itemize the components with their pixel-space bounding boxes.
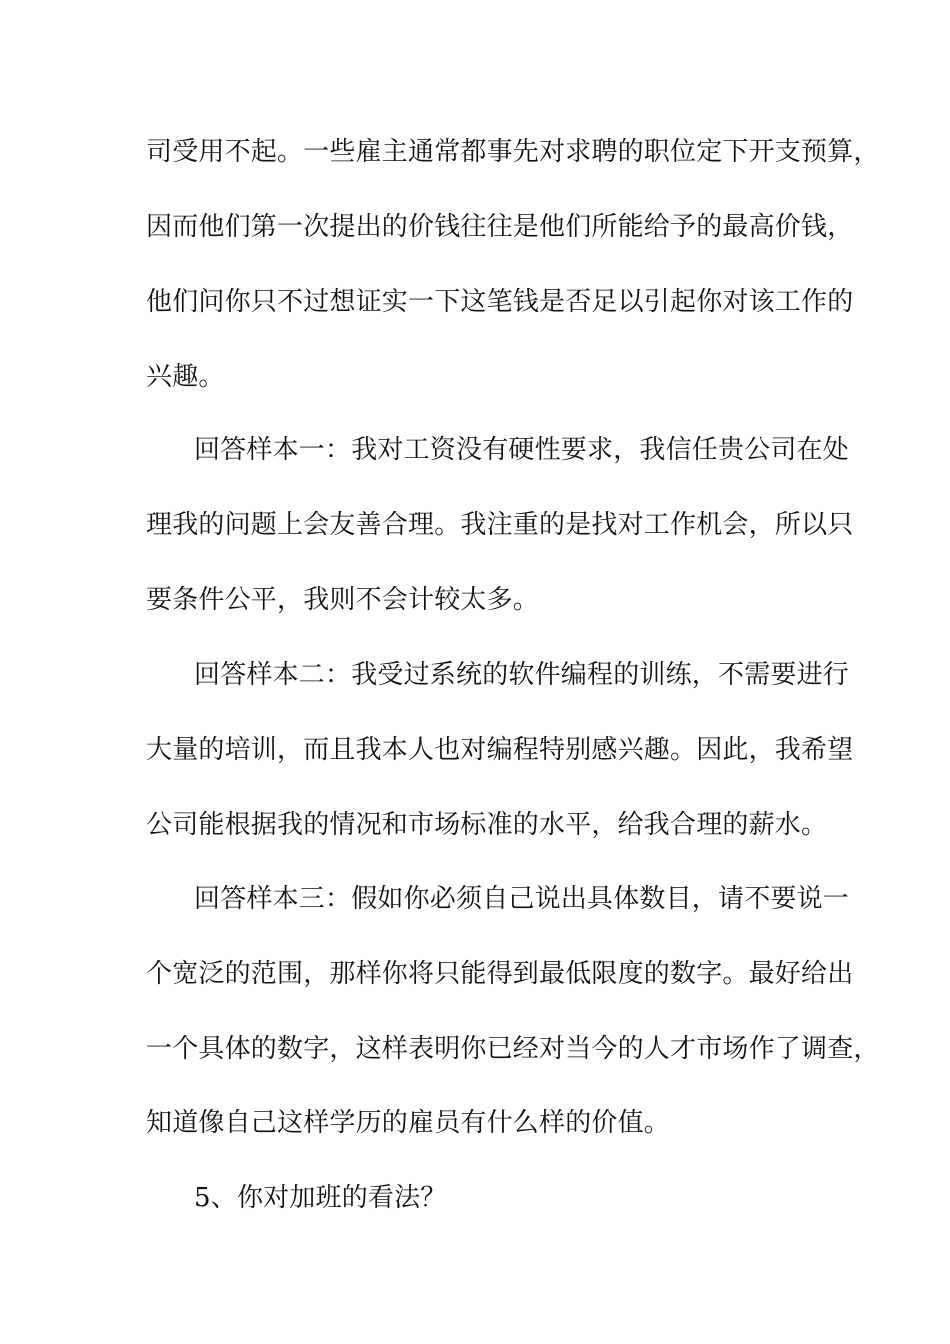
paragraph-line: 回答样本二：我受过系统的软件编程的训练，不需要进行 xyxy=(194,660,850,690)
paragraph-line: 要条件公平，我则不会计较太多。 xyxy=(146,585,540,615)
paragraph-line: 兴趣。 xyxy=(146,362,225,392)
section-heading: 5、你对加班的看法？ xyxy=(194,1183,447,1213)
paragraph-line: 个宽泛的范围，那样你将只能得到最低限度的数字。最好给出 xyxy=(146,959,854,989)
paragraph-line: 理我的问题上会友善合理。我注重的是找对工作机会，所以只 xyxy=(146,510,854,540)
paragraph-line: 一个具体的数字，这样表明你已经对当今的人才市场作了调查， xyxy=(146,1034,880,1064)
paragraph-line: 回答样本三：假如你必须自己说出具体数目，请不要说一 xyxy=(194,884,850,914)
paragraph-line: 公司能根据我的情况和市场标准的水平，给我合理的薪水。 xyxy=(146,810,828,840)
paragraph-line: 司受用不起。一些雇主通常都事先对求聘的职位定下开支预算， xyxy=(146,137,880,167)
paragraph-line: 他们问你只不过想证实一下这笔钱是否足以引起你对该工作的 xyxy=(146,287,854,317)
paragraph-line: 大量的培训，而且我本人也对编程特别感兴趣。因此，我希望 xyxy=(146,735,854,765)
paragraph-line: 回答样本一：我对工资没有硬性要求，我信任贵公司在处 xyxy=(194,435,850,465)
paragraph-line: 因而他们第一次提出的价钱往往是他们所能给予的最高价钱， xyxy=(146,212,854,242)
paragraph-line: 知道像自己这样学历的雇员有什么样的价值。 xyxy=(146,1108,671,1138)
